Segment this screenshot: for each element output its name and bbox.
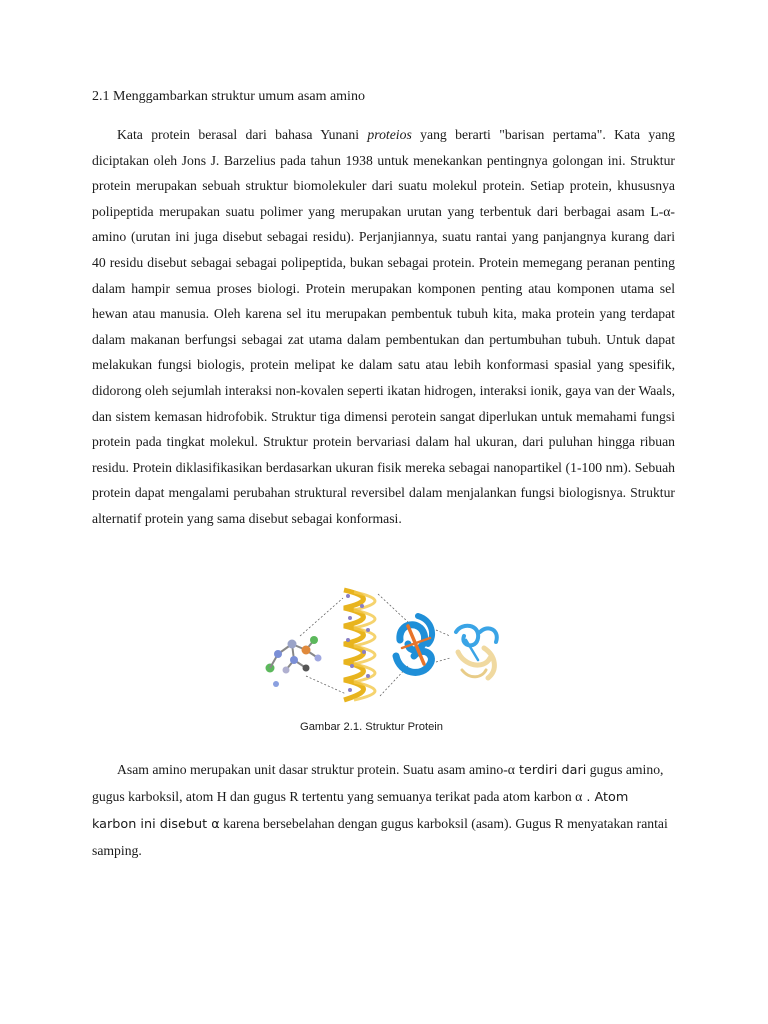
- alpha-helix: [344, 590, 375, 700]
- section-heading: 2.1 Menggambarkan struktur umum asam amino: [92, 89, 365, 104]
- tertiary-structure: [396, 616, 432, 672]
- paragraph1-body: yang berarti "barisan pertama". Kata yang diciptakan oleh Jons J. Barzelius pada tahun 1938 untuk menekankan pentingnya golongan ini. Struktur protein merupakan sebuah struktur biomolekuler dari suatu molekul protein. Setiap protein, khususnya polipeptida merupakan suatu polimer yang merupakan urutan yang terbentuk dari berbagai asam L-α-amino (urutan ini juga disebut sebagai residu). Perjanjiannya, suatu rantai yang panjangnya kurang dari 40 residu disebut sebagai sebagai polipeptida, bukan sebagai protein. Protein memegang peranan penting dalam hampir semua proses biologi. Protein merupakan komponen penting atau komponen utama sel hewan atau manusia. Oleh karena sel itu merupakan pembentuk tubuh kita, maka protein yang terdapat dalam makanan berfungsi sebagai zat utama dalam pembentukan dan pertumbuhan tubuh. Untuk dapat melakukan fungsi biologis, protein melipat ke dalam satu atau lebih konformasi spasial yang spesifik, didorong oleh sejumlah interaksi non-kovalen seperti ikatan hidrogen, interaksi ionik, gaya van der Waals, dan sistem kemasan hidrofobik. Struktur tiga dimensi perotein sangat diperlukan untuk memahami fungsi protein pada tingkat molekul. Struktur protein bervariasi dalam hal ukuran, dari puluhan hingga ribuan residu. Protein diklasifikasikan berdasarkan ukuran fisik mereka sebagai nanopartikel (1-100 nm). Sebuah protein dapat mengalami perubahan struktural reversibel dalam menjalankan fungsi biologisnya. Struktur alternatif protein yang sama disebut sebagai konformasi.: [92, 127, 676, 526]
- paragraph-amino-acid: [92, 757, 675, 864]
- term-proteios: proteios: [367, 127, 412, 142]
- amino-acid-molecule: [266, 636, 322, 687]
- paragraph2-part5: karena bersebelahan dengan gugus karboksil (asam). Gugus R menyatakan rantai samping.: [92, 816, 668, 858]
- paragraph-protein-definition: [92, 122, 675, 532]
- paragraph2-part2: terdiri dari: [514, 763, 587, 778]
- quaternary-structure: [456, 626, 497, 678]
- paragraph2-part4: . Atom karbon ini disebut α: [92, 790, 629, 832]
- paragraph2-part3: gugus amino, gugus karboksil, atom H dan gugus R tertentu yang semuanya terikat pada atom karbon α: [92, 762, 664, 804]
- paragraph1-intro: Kata protein berasal dari bahasa Yunani: [117, 127, 368, 142]
- paragraph2-part1: Asam amino merupakan unit dasar struktur protein. Suatu asam amino-α: [117, 762, 515, 777]
- figure-caption: Gambar 2.1. Struktur Protein: [300, 721, 444, 733]
- protein-structure-figure: [258, 586, 508, 704]
